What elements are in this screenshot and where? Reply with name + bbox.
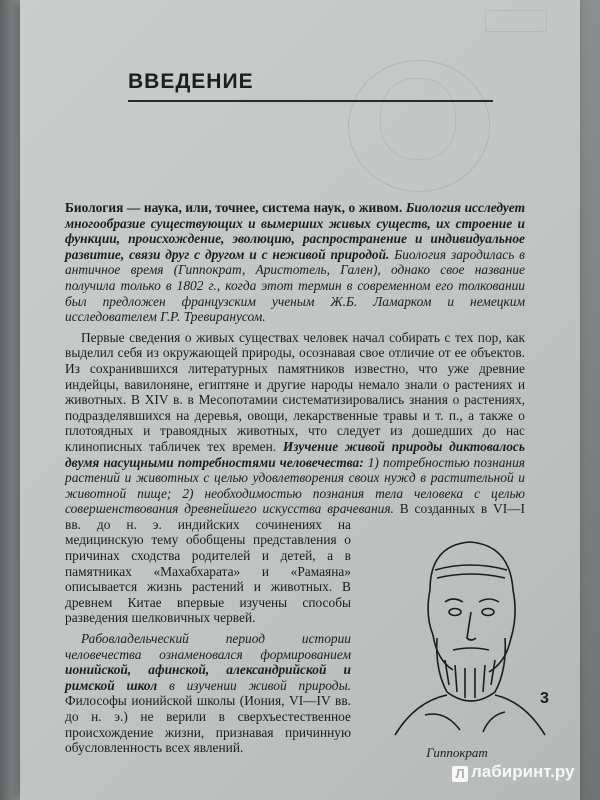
- definition-bold: Биология — наука, или, точнее, система наук, о живом.: [65, 200, 403, 215]
- history-text-continued: В созданных в VI—I вв. до н. э. индийских сочинениях на медицинскую тему обобщены представления о причинах сходства родителей и детей, а в памятниках «Махабхарата» и «Рамаяна» описывается жизнь растений и животных. В древнем Китае впервые изучены способы разведения шелковичных червей.: [65, 501, 526, 626]
- labirint-logo-icon: Л: [452, 766, 468, 782]
- chapter-heading: ВВЕДЕНИЕ: [128, 70, 254, 93]
- heading-rule: [128, 100, 493, 102]
- hippocrates-figure: [359, 520, 539, 780]
- history-text: Первые сведения о живых существах человек начал собирать с тех пор, как выделил себя из окружающей природы, осознавая свое отличие от ее объектов. Из сохранившихся литературных памятников известно, что уже древние индейцы, вавилоняне, египтяне и другие народы немало знали о растениях и животных. В XIV в. в Месопотамии систематизировались знания о растениях, подразделявшихся на деревья, овощи, лекарственные травы и т. п., а также о плотоядных и травоядных животных, что следует из дошедших до нас клинописных табличек тех времен.: [65, 329, 525, 454]
- schools-italic-2: в изучении живой природы.: [168, 677, 351, 693]
- site-watermark: [452, 762, 574, 782]
- definition-italic: Биология зародилась в античное время (Гиппократ, Аристотель, Гален), однако свое название получила только в 1802 г., когда этот термин в современном его толковании был предложен французским ученым Ж.Б. Ламарком и немецким исследователем Г.Р. Тревиранусом.: [65, 246, 525, 325]
- schools-text: Философы ионийской школы (Иония, VI—IV вв. до н. э.) не верили в сверхъестественное происхождение жизни, признавая причинную обусловленность всех явлений.: [65, 693, 351, 756]
- history-bold-italic: Изучение живой природы диктовалось двумя насущными потребностями человечества:: [65, 438, 525, 470]
- schools-italic: Рабовладельческий период истории человечества ознаменовался формированием: [65, 631, 351, 662]
- left-page-edge: [0, 0, 22, 800]
- page-number: 3: [540, 690, 549, 707]
- paragraph-definition: [65, 200, 525, 325]
- history-italic: 1) потребностью познания растений и животных с целью удовлетворения своих нужд в растительной и животной пище; 2) необходимостью познания тела человека с целью совершенствования древнейшего искусства врачевания.: [65, 454, 525, 517]
- hippocrates-portrait-icon: [375, 520, 555, 740]
- figure-caption: Гиппократ: [426, 744, 488, 760]
- body-text: [65, 200, 525, 780]
- show-through-face: [380, 78, 456, 160]
- show-through-box: [485, 10, 547, 32]
- schools-bold-italic: ионийской, афинской, александрийской и римской школ: [65, 662, 351, 693]
- watermark-text: лабиринт.ру: [471, 762, 575, 781]
- definition-bold-italic: Биология исследует многообразие существующих и вымерших живых существ, их строение и функции, происхождение, эволюцию, распространение и индивидуальное развитие, связи друг с другом и с неживой природой.: [65, 200, 525, 262]
